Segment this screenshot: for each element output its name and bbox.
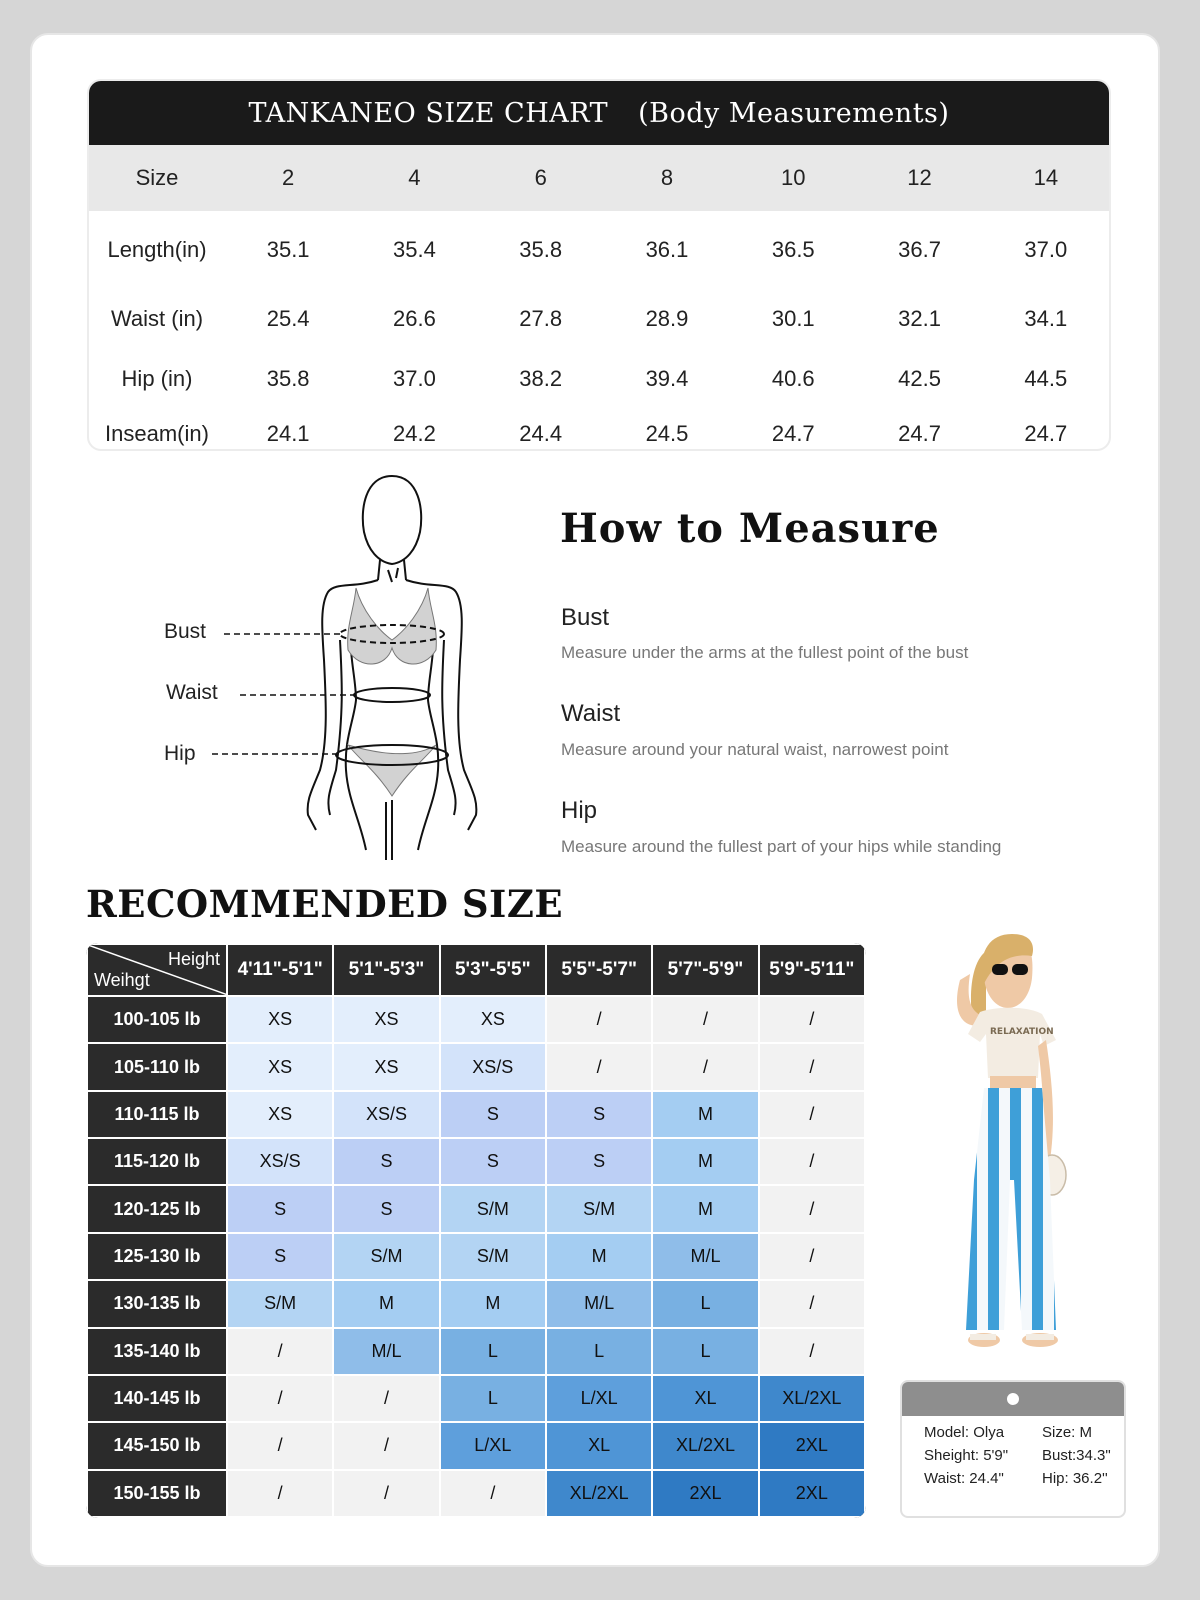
recommended-size-cell: XS	[227, 1091, 333, 1138]
measurement-value: 35.4	[393, 237, 436, 262]
weight-label: 130-135 lb	[87, 1280, 227, 1327]
measurement-label: Hip (in)	[121, 366, 193, 391]
recommended-size-table	[86, 943, 866, 1518]
recommended-size-cell: S	[440, 1138, 546, 1185]
measurement-value: 24.5	[645, 421, 689, 446]
height-header-cell: 5'3"-5'5"	[440, 944, 546, 996]
recommended-size-cell: /	[652, 1043, 758, 1090]
recommended-size-cell: XS	[227, 1043, 333, 1090]
weight-label: 115-120 lb	[87, 1138, 227, 1185]
measurement-label: Length(in)	[107, 237, 207, 262]
weight-label: 125-130 lb	[87, 1233, 227, 1280]
model-bust: Bust:34.3"	[1042, 1447, 1111, 1464]
recommended-size-cell: XL/2XL	[652, 1422, 758, 1469]
height-header-cell: 4'11"-5'1"	[227, 944, 333, 996]
recommended-size-title: RECOMMENDED SIZE	[86, 882, 564, 926]
recommended-size-cell: /	[333, 1375, 439, 1422]
weight-label: 150-155 lb	[87, 1470, 227, 1517]
size-header-row	[89, 145, 1109, 211]
recommended-size-cell: /	[546, 996, 652, 1043]
measurement-value: 34.1	[1024, 306, 1068, 331]
weight-label: 105-110 lb	[87, 1043, 227, 1090]
size-chart-subtitle: (Body Measurements)	[638, 97, 950, 129]
recommended-size-cell: /	[440, 1470, 546, 1517]
weight-row	[87, 1422, 865, 1469]
measurement-label: Inseam(in)	[105, 421, 209, 446]
model-illustration	[900, 930, 1126, 1380]
recommended-size-cell: 2XL	[652, 1470, 758, 1517]
size-header-cell: 6	[478, 145, 604, 211]
model-waist: Waist: 24.4"	[924, 1470, 1004, 1487]
size-header-cell: 14	[983, 145, 1109, 211]
measure-bust-heading: Bust	[561, 604, 610, 631]
recommended-size-cell: /	[652, 996, 758, 1043]
model-photo	[900, 930, 1126, 1380]
recommended-size-cell: M	[652, 1138, 758, 1185]
weight-label: 100-105 lb	[87, 996, 227, 1043]
model-height: Sheight: 5'9"	[924, 1447, 1009, 1464]
measurement-value: 36.7	[898, 237, 941, 262]
measurement-value: 27.8	[519, 306, 563, 331]
measure-waist-heading: Waist	[561, 700, 621, 727]
size-header-cell: 2	[225, 145, 351, 211]
weight-row	[87, 1043, 865, 1090]
recommended-size-cell: /	[759, 1138, 865, 1185]
measurement-label: Waist (in)	[110, 306, 204, 331]
recommended-size-cell: L	[652, 1280, 758, 1327]
measurement-value: 24.1	[266, 421, 310, 446]
recommended-size-cell: S	[546, 1091, 652, 1138]
size-chart-table	[89, 145, 1109, 451]
weight-row	[87, 1091, 865, 1138]
measurement-value: 35.1	[266, 237, 310, 262]
recommended-size-cell: /	[546, 1043, 652, 1090]
measurement-value: 25.4	[266, 306, 310, 331]
measurement-value: 24.7	[898, 421, 941, 446]
weight-label: 135-140 lb	[87, 1328, 227, 1375]
recommended-size-cell: M/L	[333, 1328, 439, 1375]
recommended-size-cell: XS	[333, 996, 439, 1043]
size-header-cell: 12	[856, 145, 982, 211]
recommended-size-cell: S	[227, 1185, 333, 1232]
model-size: Size: M	[1042, 1424, 1093, 1441]
weight-label: 145-150 lb	[87, 1422, 227, 1469]
weight-label: 110-115 lb	[87, 1091, 227, 1138]
weight-row	[87, 1328, 865, 1375]
recommended-size-cell: L/XL	[546, 1375, 652, 1422]
recommended-size-cell: XS/S	[333, 1091, 439, 1138]
corner-height-label: Height	[167, 949, 220, 969]
recommended-size-cell: L	[440, 1328, 546, 1375]
recommended-size-cell: M/L	[546, 1280, 652, 1327]
measurement-value: 24.7	[771, 421, 815, 446]
recommended-size-cell: XS/S	[440, 1043, 546, 1090]
recommended-size-cell: /	[759, 1185, 865, 1232]
recommended-size-cell: S/M	[440, 1233, 546, 1280]
weight-row	[87, 1233, 865, 1280]
height-header-cell: 5'7"-5'9"	[652, 944, 758, 996]
recommended-size-cell: S	[333, 1185, 439, 1232]
recommended-size-cell: M	[333, 1280, 439, 1327]
size-header-cell: 8	[604, 145, 730, 211]
recommended-size-cell: XL/2XL	[759, 1375, 865, 1422]
recommended-size-cell: S	[546, 1138, 652, 1185]
recommended-size-cell: S	[333, 1138, 439, 1185]
size-chart-title	[89, 81, 1109, 145]
measure-waist-desc: Measure around your natural waist, narrowest point	[561, 740, 949, 759]
recommended-size-cell: L	[546, 1328, 652, 1375]
recommended-size-cell: /	[759, 996, 865, 1043]
measurement-value: 39.4	[645, 366, 689, 391]
weight-label: 120-125 lb	[87, 1185, 227, 1232]
model-card-header	[902, 1382, 1124, 1416]
recommended-size-cell: M	[440, 1280, 546, 1327]
recommended-size-cell: 2XL	[759, 1470, 865, 1517]
recommended-size-cell: XS	[333, 1043, 439, 1090]
recommended-size-cell: S/M	[227, 1280, 333, 1327]
corner-weight-label: Weihgt	[94, 970, 150, 990]
size-chart	[87, 79, 1111, 451]
recommended-size-cell: /	[759, 1328, 865, 1375]
measurement-value: 36.1	[645, 237, 689, 262]
measurement-row	[89, 349, 1109, 409]
measurement-value: 26.6	[393, 306, 436, 331]
weight-row	[87, 1470, 865, 1517]
measurement-value: 37.0	[393, 366, 436, 391]
measure-hip-desc: Measure around the fullest part of your hips while standing	[561, 837, 1002, 856]
table-corner	[87, 944, 227, 996]
measurement-value: 24.4	[519, 421, 563, 446]
measurement-value: 36.5	[771, 237, 815, 262]
how-to-measure-title: How to Measure	[560, 505, 940, 552]
measurement-value: 38.2	[519, 366, 563, 391]
measurement-value: 44.5	[1024, 366, 1068, 391]
figure-label-hip: Hip	[164, 742, 196, 765]
model-info-card	[900, 1380, 1126, 1518]
measurement-value: 42.5	[898, 366, 941, 391]
recommended-size-cell: /	[759, 1233, 865, 1280]
measurement-value: 24.2	[393, 421, 436, 446]
height-header-cell: 5'9"-5'11"	[759, 944, 865, 996]
size-header-cell: 4	[351, 145, 477, 211]
recommended-size-cell: /	[227, 1470, 333, 1517]
weight-row	[87, 996, 865, 1043]
recommended-size-cell: /	[759, 1091, 865, 1138]
body-figure	[160, 470, 500, 870]
svg-text:RELAXATION: RELAXATION	[990, 1027, 1054, 1037]
measurement-row	[89, 409, 1109, 451]
recommended-size-cell: /	[227, 1375, 333, 1422]
recommended-size-cell: /	[333, 1470, 439, 1517]
weight-row	[87, 1138, 865, 1185]
height-header-row	[87, 944, 865, 996]
measurement-value: 40.6	[771, 366, 815, 391]
recommended-size-cell: M	[652, 1185, 758, 1232]
measurement-value: 28.9	[645, 306, 689, 331]
weight-row	[87, 1375, 865, 1422]
height-header-cell: 5'5"-5'7"	[546, 944, 652, 996]
measurement-value: 35.8	[519, 237, 563, 262]
size-header-cell: 10	[730, 145, 856, 211]
recommended-size-cell: XS/S	[227, 1138, 333, 1185]
body-outline-illustration	[160, 470, 500, 870]
card-hole-icon	[1007, 1393, 1019, 1405]
recommended-size-cell: S/M	[546, 1185, 652, 1232]
measure-bust-desc: Measure under the arms at the fullest point of the bust	[561, 643, 969, 662]
recommended-size-cell: XL	[546, 1422, 652, 1469]
recommended-size-cell: /	[227, 1328, 333, 1375]
weight-row	[87, 1280, 865, 1327]
measurement-value: 24.7	[1024, 421, 1068, 446]
recommended-size-cell: S	[227, 1233, 333, 1280]
recommended-size-cell: /	[227, 1422, 333, 1469]
recommended-size-cell: /	[759, 1280, 865, 1327]
recommended-size-cell: XS	[227, 996, 333, 1043]
recommended-size-cell: M/L	[652, 1233, 758, 1280]
recommended-size-cell: XL	[652, 1375, 758, 1422]
measurement-value: 35.8	[266, 366, 310, 391]
model-hip: Hip: 36.2''	[1042, 1470, 1108, 1487]
weight-row	[87, 1185, 865, 1232]
recommended-size-cell: XS	[440, 996, 546, 1043]
recommended-size-cell: S/M	[333, 1233, 439, 1280]
measurement-value: 30.1	[771, 306, 815, 331]
measurement-row	[89, 211, 1109, 289]
recommended-size-cell: M	[652, 1091, 758, 1138]
measure-hip-heading: Hip	[561, 797, 598, 824]
recommended-size-cell: S	[440, 1091, 546, 1138]
recommended-size-cell: S/M	[440, 1185, 546, 1232]
size-chart-title-text: TANKANEO SIZE CHART	[248, 97, 609, 129]
recommended-size-cell: /	[759, 1043, 865, 1090]
figure-label-waist: Waist	[166, 681, 218, 704]
recommended-size-cell: XL/2XL	[546, 1470, 652, 1517]
model-name: Model: Olya	[924, 1424, 1005, 1441]
size-header-label: Size	[89, 145, 225, 211]
figure-label-bust: Bust	[164, 620, 207, 643]
measurement-value: 37.0	[1024, 237, 1068, 262]
measurement-row	[89, 289, 1109, 349]
recommended-size-cell: /	[333, 1422, 439, 1469]
recommended-size-cell: 2XL	[759, 1422, 865, 1469]
height-header-cell: 5'1"-5'3"	[333, 944, 439, 996]
recommended-size-cell: L	[440, 1375, 546, 1422]
weight-label: 140-145 lb	[87, 1375, 227, 1422]
measurement-value: 32.1	[898, 306, 941, 331]
recommended-size-cell: L	[652, 1328, 758, 1375]
recommended-size-cell: L/XL	[440, 1422, 546, 1469]
recommended-size-cell: M	[546, 1233, 652, 1280]
